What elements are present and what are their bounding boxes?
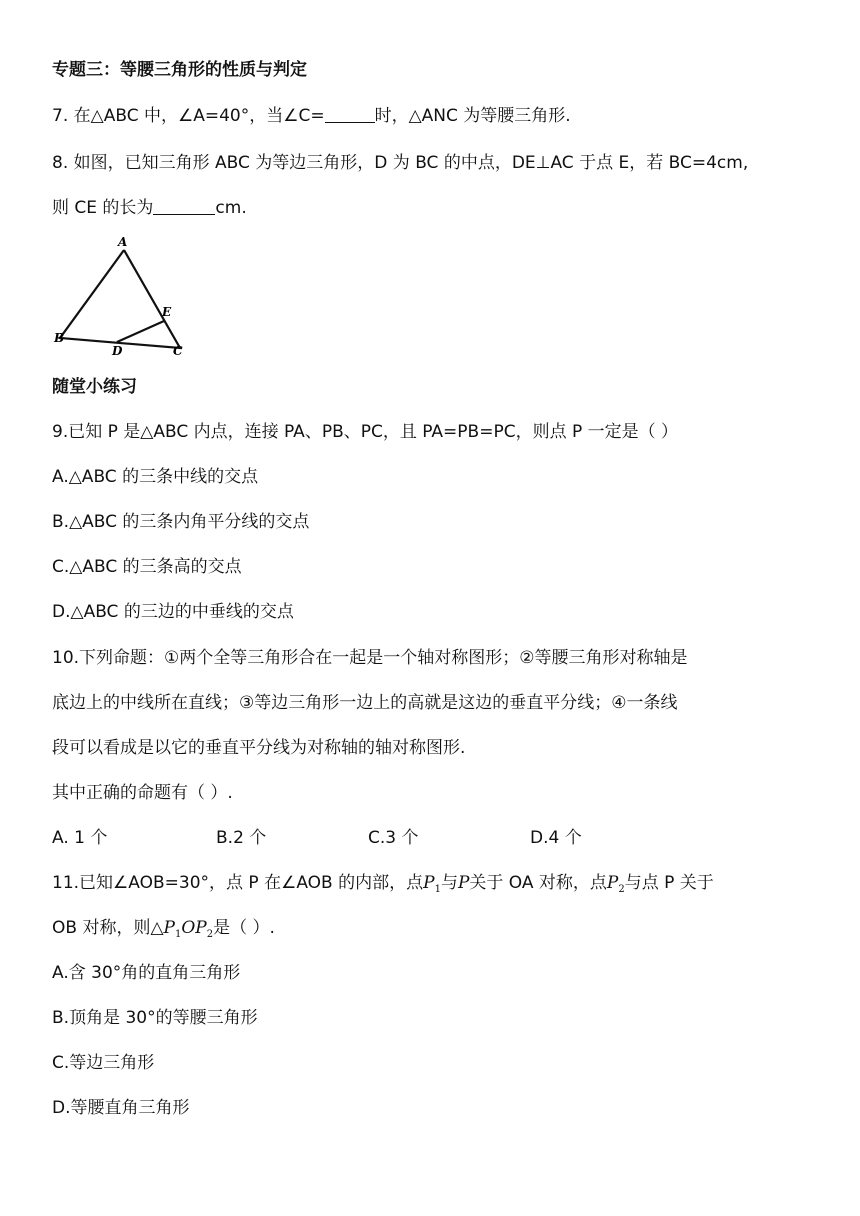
q11-option-a[interactable]: A.含 30°角的直角三角形 [52,963,241,983]
q11-text-6: 是（ ）. [213,918,275,938]
q10-option-d[interactable]: D.4 个 [530,828,582,848]
q10-option-a[interactable]: A. 1 个 [52,828,108,848]
q9-option-d[interactable]: D.△ABC 的三边的中垂线的交点 [52,602,294,622]
q7-answer-blank[interactable] [325,104,375,123]
q7-text-before: 7. 在△ABC 中，∠A=40°，当∠C= [52,106,325,126]
question-7 [52,104,820,128]
question-10-line1: 10.下列命题：①两个全等三角形合在一起是一个轴对称图形；②等腰三角形对称轴是 [52,648,688,668]
question-10-line2: 底边上的中线所在直线；③等边三角形一边上的高就是这边的垂直平分线；④一条线 [52,693,678,713]
segment-de [117,321,164,342]
q11-p2-letter: P [606,873,619,893]
q11-expr-op: OP [181,918,207,938]
q11-expr-p: P [163,918,175,938]
q11-p-symbol: P [457,873,470,893]
q8-text-after: cm. [215,198,247,218]
q11-p2-symbol [607,873,625,893]
q11-text-2: 与 [440,873,458,893]
q11-p1-symbol [423,873,441,893]
question-8-line2 [52,196,820,220]
q11-option-b[interactable]: B.顶角是 30°的等腰三角形 [52,1008,258,1028]
q11-text-5: OB 对称，则△ [52,918,164,938]
q11-p1-letter: P [423,873,435,893]
label-b: B [54,331,65,345]
q11-option-d[interactable]: D.等腰直角三角形 [52,1098,190,1118]
section-title: 专题三：等腰三角形的性质与判定 [52,60,307,80]
q9-option-a[interactable]: A.△ABC 的三条中线的交点 [52,467,259,487]
question-8-line1: 8. 如图，已知三角形 ABC 为等边三角形，D 为 BC 的中点，DE⊥AC 于点 E，若 BC=4cm, [52,153,749,173]
q7-text-after: 时，△ANC 为等腰三角形. [374,106,571,126]
q11-expr-sub2: 2 [206,929,214,940]
question-9-stem: 9.已知 P 是△ABC 内点，连接 PA、PB、PC，且 PA=PB=PC，则点 P 一定是（ ） [52,422,679,442]
q10-option-b[interactable]: B.2 个 [216,828,267,848]
q11-option-c[interactable]: C.等边三角形 [52,1053,155,1073]
label-a: A [118,235,128,249]
triangle-outline [60,250,180,348]
q11-p2-subscript: 2 [618,884,625,895]
label-e: E [162,305,172,319]
practice-title: 随堂小练习 [52,377,137,397]
q10-option-c[interactable]: C.3 个 [368,828,419,848]
q11-text-1: 11.已知∠AOB=30°，点 P 在∠AOB 的内部，点 [52,873,424,893]
question-10-line4: 其中正确的命题有（ ）. [52,783,233,803]
q11-triangle-expression [164,918,214,938]
question-10-line3: 段可以看成是以它的垂直平分线为对称轴的轴对称图形. [52,738,466,758]
q9-option-c[interactable]: C.△ABC 的三条高的交点 [52,557,242,577]
q11-expr-sub1: 1 [174,929,182,940]
q9-option-b[interactable]: B.△ABC 的三条内角平分线的交点 [52,512,310,532]
question-11-line2 [52,916,820,947]
q10-options-row [52,826,820,850]
label-d: D [112,344,123,358]
q8-answer-blank[interactable] [153,196,215,215]
q11-text-4: 与点 P 关于 [624,873,714,893]
label-c: C [173,344,183,358]
q11-text-3: 关于 OA 对称，点 [469,873,607,893]
q11-p1-subscript: 1 [434,884,441,895]
triangle-figure [52,232,192,362]
question-11-line1 [52,871,820,902]
q8-text-before: 则 CE 的长为 [52,198,154,218]
